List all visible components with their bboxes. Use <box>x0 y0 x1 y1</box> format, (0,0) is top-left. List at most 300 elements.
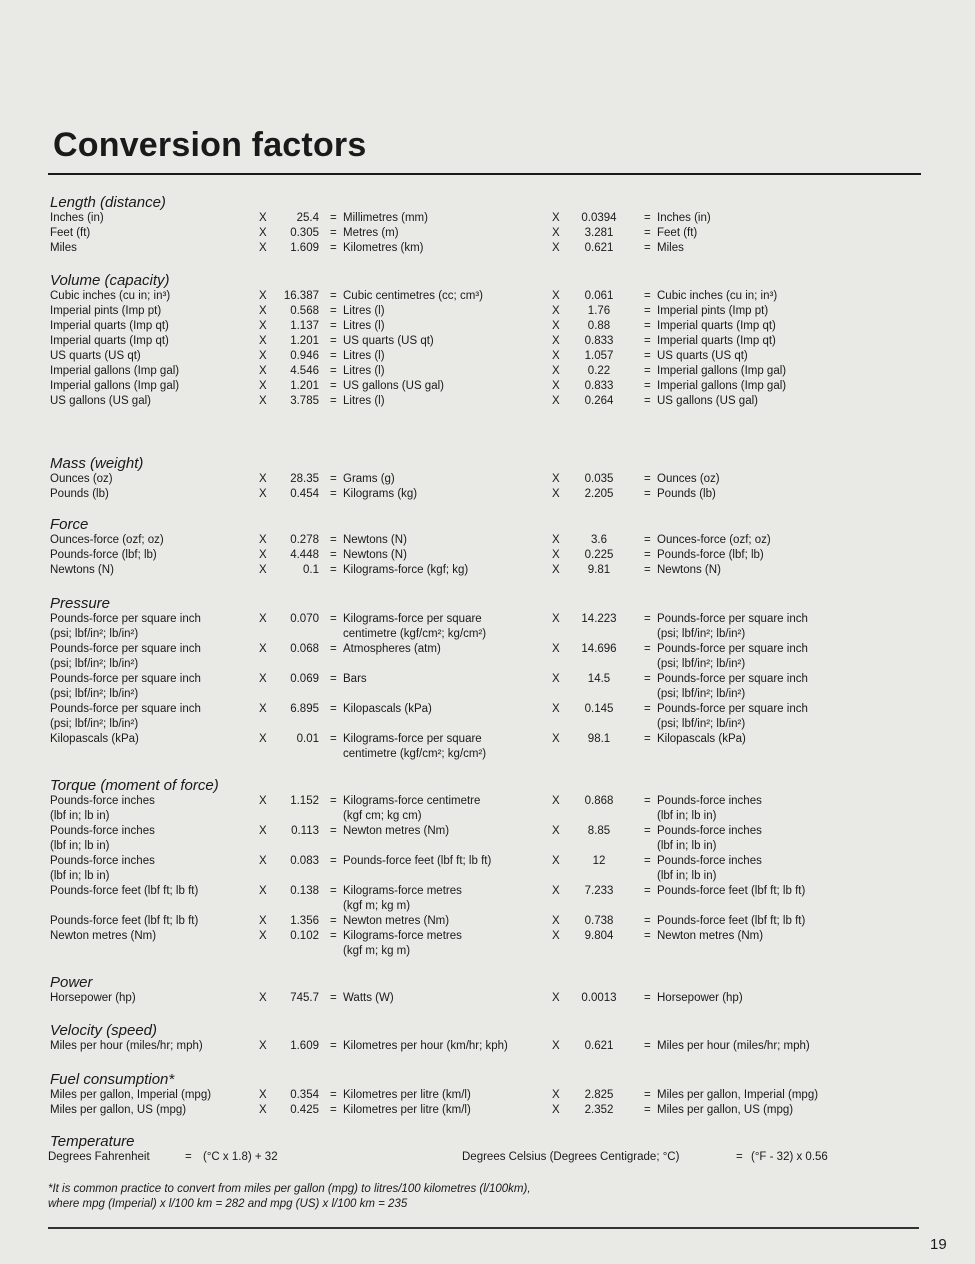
back-unit-line: US gallons (US gal) <box>657 395 758 407</box>
multiply-sign: X <box>552 1104 560 1116</box>
from-unit-line: (psi; lbf/in²; lb/in²) <box>50 658 139 670</box>
footnote-line: where mpg (Imperial) x l/100 km = 282 and mpg (US) x l/100 km = 235 <box>48 1198 408 1210</box>
back-factor-value: 1.057 <box>584 350 614 362</box>
multiply-sign: X <box>259 488 267 500</box>
back-factor-value: 2.825 <box>584 1089 614 1101</box>
section-title: Length (distance) <box>50 194 166 211</box>
equals-sign: = <box>644 350 651 362</box>
to-unit <box>343 379 444 394</box>
equals-sign: = <box>330 212 337 224</box>
to-unit <box>343 394 385 409</box>
multiply-sign: X <box>259 885 267 897</box>
to-unit <box>343 349 385 364</box>
back-unit-line: Pounds-force per square inch <box>657 673 808 685</box>
from-unit <box>50 929 156 944</box>
multiply-sign: X <box>259 930 267 942</box>
to-unit-line: Metres (m) <box>343 227 399 239</box>
factor-value: 16.387 <box>283 290 319 302</box>
equals-sign: = <box>644 825 651 837</box>
table-row <box>48 394 928 409</box>
back-unit-line: Pounds-force inches <box>657 825 762 837</box>
from-unit-line: Pounds-force inches <box>50 855 155 867</box>
table-row <box>48 364 928 379</box>
table-row <box>48 824 928 854</box>
to-unit <box>343 642 441 657</box>
factor-value: 1.609 <box>290 1040 319 1052</box>
to-unit-line: Millimetres (mm) <box>343 212 428 224</box>
equals-sign: = <box>330 825 337 837</box>
multiply-sign: X <box>259 992 267 1004</box>
back-unit-line: (psi; lbf/in²; lb/in²) <box>657 658 746 670</box>
table-row <box>48 304 928 319</box>
equals-sign: = <box>644 1089 651 1101</box>
back-unit-line: Ounces (oz) <box>657 473 720 485</box>
equals-sign: = <box>644 365 651 377</box>
equals-sign: = <box>330 227 337 239</box>
table-row <box>48 548 928 563</box>
equals-sign: = <box>330 1040 337 1052</box>
back-unit-line: Inches (in) <box>657 212 711 224</box>
bottom-rule <box>48 1227 919 1229</box>
from-unit <box>50 824 155 854</box>
equals-sign: = <box>644 212 651 224</box>
equals-sign: = <box>644 1040 651 1052</box>
back-unit <box>657 379 786 394</box>
table-row <box>48 929 928 959</box>
back-unit <box>657 1039 810 1054</box>
to-unit-line: Kilograms (kg) <box>343 488 418 500</box>
from-unit <box>50 548 157 563</box>
table-row <box>48 533 928 548</box>
from-unit-line: (psi; lbf/in²; lb/in²) <box>50 718 139 730</box>
equals-sign: = <box>330 242 337 254</box>
equals-sign: = <box>330 885 337 897</box>
back-unit-line: Pounds-force per square inch <box>657 613 808 625</box>
from-unit <box>50 732 139 747</box>
back-unit <box>657 334 776 349</box>
back-factor-value: 8.85 <box>587 825 611 837</box>
back-unit <box>657 548 764 563</box>
multiply-sign: X <box>552 320 560 332</box>
from-unit-line: Pounds-force feet (lbf ft; lb ft) <box>50 915 199 927</box>
from-unit-line: Pounds-force inches <box>50 825 155 837</box>
from-unit <box>50 642 201 672</box>
equals-sign: = <box>330 930 337 942</box>
section-0 <box>48 194 928 256</box>
equals-sign: = <box>330 795 337 807</box>
multiply-sign: X <box>259 242 267 254</box>
multiply-sign: X <box>552 534 560 546</box>
multiply-sign: X <box>552 242 560 254</box>
equals-sign: = <box>644 473 651 485</box>
section-3 <box>48 516 928 578</box>
multiply-sign: X <box>259 673 267 685</box>
back-unit <box>657 487 716 502</box>
equals-sign: = <box>330 549 337 561</box>
multiply-sign: X <box>259 564 267 576</box>
back-unit <box>657 472 720 487</box>
from-unit-line: Pounds-force per square inch <box>50 613 201 625</box>
back-unit <box>657 533 771 548</box>
back-unit-line: Imperial quarts (Imp qt) <box>657 320 776 332</box>
equals-sign: = <box>330 1089 337 1101</box>
to-unit-line: Pounds-force feet (lbf ft; lb ft) <box>343 855 492 867</box>
to-unit-line: Kilometres per litre (km/l) <box>343 1089 471 1101</box>
from-unit-line: Imperial gallons (Imp gal) <box>50 380 180 392</box>
section-title: Pressure <box>50 595 111 612</box>
factor-value: 1.609 <box>290 242 319 254</box>
back-unit-line: Pounds-force inches <box>657 795 762 807</box>
multiply-sign: X <box>552 395 560 407</box>
equals-sign: = <box>644 733 651 745</box>
back-unit-line: Ounces-force (ozf; oz) <box>657 534 771 546</box>
equals-sign: = <box>330 613 337 625</box>
to-unit-line: Kilograms-force centimetre <box>343 795 481 807</box>
equals-sign: = <box>330 320 337 332</box>
equals-sign: = <box>330 305 337 317</box>
table-row <box>48 211 928 226</box>
from-unit <box>50 379 179 394</box>
from-unit-line: (psi; lbf/in²; lb/in²) <box>50 628 139 640</box>
equals-sign: = <box>330 564 337 576</box>
to-unit <box>343 563 468 578</box>
table-row <box>48 991 928 1006</box>
fahrenheit-formula: (°C x 1.8) + 32 <box>203 1151 278 1163</box>
to-unit <box>343 1088 471 1103</box>
table-row <box>48 472 928 487</box>
from-unit-line: Pounds (lb) <box>50 488 109 500</box>
equals-sign: = <box>185 1151 192 1163</box>
to-unit-line: Atmospheres (atm) <box>343 643 441 655</box>
back-unit <box>657 319 776 334</box>
from-unit <box>50 1039 203 1054</box>
multiply-sign: X <box>552 335 560 347</box>
equals-sign: = <box>330 855 337 867</box>
multiply-sign: X <box>259 613 267 625</box>
back-factor-value: 0.225 <box>584 549 614 561</box>
multiply-sign: X <box>259 473 267 485</box>
back-unit <box>657 394 758 409</box>
multiply-sign: X <box>552 305 560 317</box>
factor-value: 0.070 <box>290 613 319 625</box>
back-unit-line: (psi; lbf/in²; lb/in²) <box>657 628 746 640</box>
equals-sign: = <box>644 290 651 302</box>
factor-value: 4.546 <box>290 365 319 377</box>
equals-sign: = <box>330 350 337 362</box>
equals-sign: = <box>644 703 651 715</box>
from-unit-line: Newton metres (Nm) <box>50 930 157 942</box>
back-unit <box>657 1103 793 1118</box>
from-unit-line: Pounds-force inches <box>50 795 155 807</box>
to-unit <box>343 487 417 502</box>
factor-value: 0.568 <box>290 305 319 317</box>
table-row <box>48 1039 928 1054</box>
factor-value: 0.946 <box>290 350 319 362</box>
to-unit-line: Litres (l) <box>343 350 385 362</box>
factor-value: 0.1 <box>303 564 319 576</box>
footnote <box>48 1182 531 1212</box>
table-row <box>48 672 928 702</box>
back-unit <box>657 241 684 256</box>
to-unit <box>343 914 449 929</box>
to-unit-line: Kilograms-force (kgf; kg) <box>343 564 469 576</box>
back-factor-value: 3.6 <box>591 534 607 546</box>
back-unit-line: (lbf in; lb in) <box>657 810 717 822</box>
from-unit-line: Miles per gallon, US (mpg) <box>50 1104 187 1116</box>
back-factor-value: 3.281 <box>584 227 614 239</box>
to-unit <box>343 533 407 548</box>
equals-sign: = <box>644 305 651 317</box>
back-unit <box>657 991 743 1006</box>
back-unit <box>657 304 768 319</box>
footnote-line: *It is common practice to convert from miles per gallon (mpg) to litres/100 kilometres (l/100km), <box>48 1183 531 1195</box>
equals-sign: = <box>644 335 651 347</box>
to-unit-line: Watts (W) <box>343 992 394 1004</box>
factor-value: 0.102 <box>290 930 319 942</box>
back-unit-line: Newton metres (Nm) <box>657 930 764 942</box>
table-row <box>48 732 928 762</box>
to-unit-line: Kilograms-force per square <box>343 733 482 745</box>
equals-sign: = <box>330 380 337 392</box>
equals-sign: = <box>330 534 337 546</box>
multiply-sign: X <box>552 915 560 927</box>
factor-value: 6.895 <box>290 703 319 715</box>
multiply-sign: X <box>552 212 560 224</box>
multiply-sign: X <box>259 335 267 347</box>
equals-sign: = <box>644 673 651 685</box>
multiply-sign: X <box>259 380 267 392</box>
multiply-sign: X <box>259 365 267 377</box>
section-title: Volume (capacity) <box>50 272 170 289</box>
equals-sign: = <box>330 395 337 407</box>
multiply-sign: X <box>259 825 267 837</box>
multiply-sign: X <box>552 473 560 485</box>
from-unit <box>50 672 201 702</box>
to-unit-line: US gallons (US gal) <box>343 380 444 392</box>
factor-value: 1.152 <box>290 795 319 807</box>
to-unit <box>343 991 394 1006</box>
to-unit <box>343 241 424 256</box>
back-unit-line: (psi; lbf/in²; lb/in²) <box>657 688 746 700</box>
back-factor-value: 0.621 <box>584 242 614 254</box>
multiply-sign: X <box>259 795 267 807</box>
to-unit-line: Newtons (N) <box>343 549 407 561</box>
section-5 <box>48 777 928 959</box>
factor-value: 0.083 <box>290 855 319 867</box>
factor-value: 4.448 <box>290 549 319 561</box>
from-unit-line: US quarts (US qt) <box>50 350 141 362</box>
multiply-sign: X <box>552 380 560 392</box>
multiply-sign: X <box>552 365 560 377</box>
to-unit <box>343 732 486 762</box>
factor-value: 3.785 <box>290 395 319 407</box>
factor-value: 0.278 <box>290 534 319 546</box>
from-unit-line: Kilopascals (kPa) <box>50 733 139 745</box>
table-row <box>48 612 928 642</box>
section-6 <box>48 974 928 1006</box>
equals-sign: = <box>644 534 651 546</box>
back-unit-line: Newtons (N) <box>657 564 721 576</box>
from-unit-line: Miles <box>50 242 77 254</box>
table-row <box>48 854 928 884</box>
from-unit <box>50 1103 186 1118</box>
back-factor-value: 9.81 <box>587 564 611 576</box>
equals-sign: = <box>644 613 651 625</box>
factor-value: 1.137 <box>290 320 319 332</box>
back-factor-value: 2.352 <box>584 1104 614 1116</box>
equals-sign: = <box>330 673 337 685</box>
to-unit-line: Litres (l) <box>343 320 385 332</box>
back-unit-line: Imperial quarts (Imp qt) <box>657 335 776 347</box>
back-unit-line: Cubic inches (cu in; in³) <box>657 290 778 302</box>
to-unit-line: US quarts (US qt) <box>343 335 434 347</box>
equals-sign: = <box>644 992 651 1004</box>
table-row <box>48 289 928 304</box>
multiply-sign: X <box>259 395 267 407</box>
to-unit-line: Kilograms-force metres <box>343 930 462 942</box>
equals-sign: = <box>330 365 337 377</box>
factor-value: 25.4 <box>296 212 319 224</box>
from-unit-line: US gallons (US gal) <box>50 395 151 407</box>
factor-value: 0.069 <box>290 673 319 685</box>
back-factor-value: 0.264 <box>584 395 614 407</box>
section-title: Force <box>50 516 89 533</box>
back-unit <box>657 914 805 929</box>
section-title: Velocity (speed) <box>50 1022 157 1039</box>
back-factor-value: 0.868 <box>584 795 614 807</box>
back-factor-value: 0.0013 <box>581 992 617 1004</box>
table-row <box>48 914 928 929</box>
equals-sign: = <box>644 915 651 927</box>
back-factor-value: 2.205 <box>584 488 614 500</box>
from-unit-line: Cubic inches (cu in; in³) <box>50 290 171 302</box>
multiply-sign: X <box>259 1104 267 1116</box>
from-unit-line: (lbf in; lb in) <box>50 810 110 822</box>
equals-sign: = <box>644 1104 651 1116</box>
multiply-sign: X <box>259 534 267 546</box>
multiply-sign: X <box>552 1089 560 1101</box>
multiply-sign: X <box>552 855 560 867</box>
table-row <box>48 379 928 394</box>
multiply-sign: X <box>552 733 560 745</box>
to-unit <box>343 472 395 487</box>
title-rule <box>48 173 921 175</box>
section-title: Fuel consumption* <box>50 1071 175 1088</box>
section-title: Mass (weight) <box>50 455 144 472</box>
factor-value: 0.113 <box>291 825 319 837</box>
from-unit <box>50 702 201 732</box>
from-unit-line: Miles per gallon, Imperial (mpg) <box>50 1089 212 1101</box>
back-unit-line: Pounds-force per square inch <box>657 643 808 655</box>
factor-value: 745.7 <box>290 992 319 1004</box>
from-unit <box>50 884 198 899</box>
back-unit-line: (lbf in; lb in) <box>657 870 717 882</box>
back-unit-line: Pounds-force (lbf; lb) <box>657 549 764 561</box>
table-row <box>48 794 928 824</box>
from-unit-line: Ounces (oz) <box>50 473 113 485</box>
to-unit-line: Litres (l) <box>343 365 385 377</box>
to-unit <box>343 548 407 563</box>
multiply-sign: X <box>259 549 267 561</box>
back-factor-value: 0.22 <box>587 365 611 377</box>
to-unit-line: (kgf cm; kg cm) <box>343 810 422 822</box>
equals-sign: = <box>644 242 651 254</box>
from-unit <box>50 854 155 884</box>
from-unit <box>50 211 104 226</box>
back-unit-line: Miles per hour (miles/hr; mph) <box>657 1040 810 1052</box>
section-8 <box>48 1071 928 1118</box>
equals-sign: = <box>330 733 337 745</box>
to-unit-line: centimetre (kgf/cm²; kg/cm²) <box>343 748 487 760</box>
multiply-sign: X <box>259 733 267 745</box>
to-unit-line: Newtons (N) <box>343 534 407 546</box>
to-unit-line: Kilograms-force per square <box>343 613 482 625</box>
back-unit-line: Miles <box>657 242 684 254</box>
from-unit-line: Miles per hour (miles/hr; mph) <box>50 1040 203 1052</box>
equals-sign: = <box>644 227 651 239</box>
multiply-sign: X <box>552 290 560 302</box>
back-factor-value: 98.1 <box>587 733 611 745</box>
factor-value: 1.201 <box>290 380 319 392</box>
table-row <box>48 487 928 502</box>
section-1 <box>48 272 928 409</box>
to-unit <box>343 211 428 226</box>
section-temperature <box>48 1133 928 1163</box>
to-unit-line: (kgf m; kg m) <box>343 945 411 957</box>
table-row <box>48 884 928 914</box>
equals-sign: = <box>330 915 337 927</box>
celsius-formula: (°F - 32) x 0.56 <box>751 1151 828 1163</box>
back-unit <box>657 612 808 642</box>
factor-value: 0.068 <box>290 643 319 655</box>
multiply-sign: X <box>259 350 267 362</box>
section-title: Power <box>50 974 93 991</box>
back-factor-value: 0.145 <box>584 703 614 715</box>
page-title: Conversion factors <box>53 126 367 164</box>
from-unit-line: Imperial pints (Imp pt) <box>50 305 162 317</box>
back-unit-line: Imperial gallons (Imp gal) <box>657 365 787 377</box>
multiply-sign: X <box>259 643 267 655</box>
from-unit-line: Horsepower (hp) <box>50 992 136 1004</box>
back-factor-value: 0.621 <box>584 1040 614 1052</box>
back-unit <box>657 884 805 899</box>
to-unit <box>343 929 462 959</box>
factor-value: 28.35 <box>290 473 319 485</box>
from-unit-line: Ounces-force (ozf; oz) <box>50 534 164 546</box>
table-row <box>48 349 928 364</box>
factor-value: 0.138 <box>290 885 319 897</box>
to-unit <box>343 289 483 304</box>
to-unit <box>343 304 385 319</box>
table-row <box>48 702 928 732</box>
to-unit <box>343 702 432 717</box>
equals-sign: = <box>330 488 337 500</box>
table-row <box>48 563 928 578</box>
from-unit-line: Pounds-force (lbf; lb) <box>50 549 157 561</box>
from-unit-line: Feet (ft) <box>50 227 91 239</box>
factor-value: 1.356 <box>290 915 319 927</box>
from-unit-line: (psi; lbf/in²; lb/in²) <box>50 688 139 700</box>
back-unit <box>657 289 777 304</box>
multiply-sign: X <box>552 673 560 685</box>
back-unit-line: Imperial gallons (Imp gal) <box>657 380 787 392</box>
back-factor-value: 14.223 <box>581 613 617 625</box>
multiply-sign: X <box>552 350 560 362</box>
back-factor-value: 0.0394 <box>581 212 617 224</box>
back-factor-value: 0.833 <box>584 335 614 347</box>
from-unit <box>50 612 201 642</box>
to-unit <box>343 364 385 379</box>
